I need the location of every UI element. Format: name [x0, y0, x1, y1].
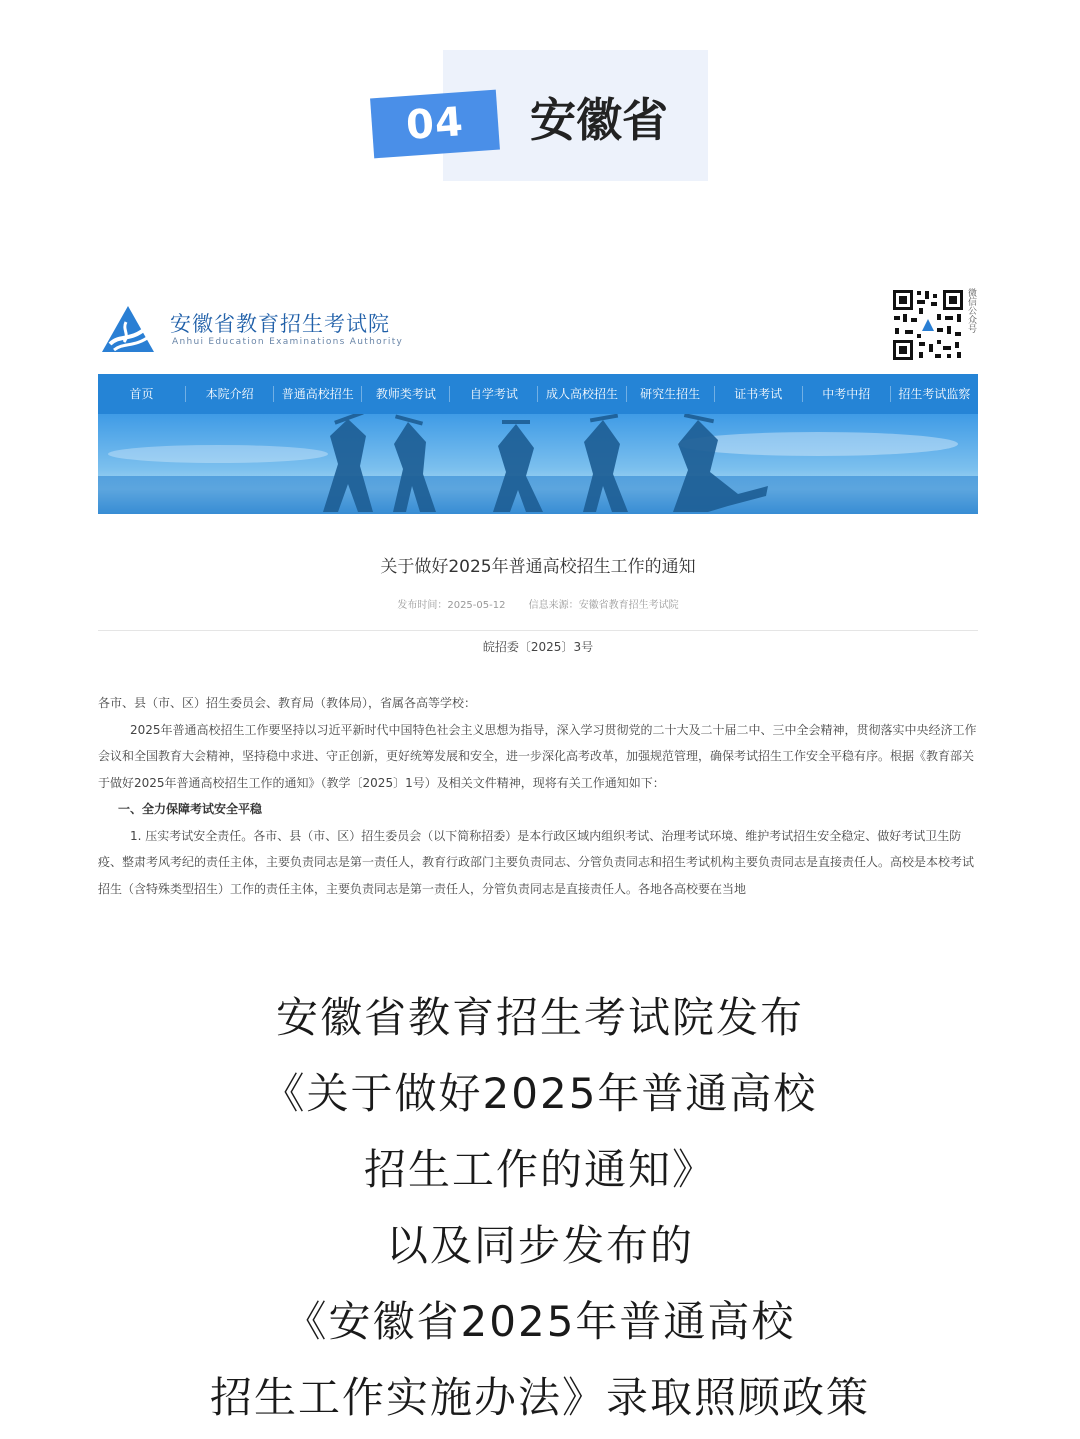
triangle-wave-logo-icon	[100, 304, 156, 354]
publish-date: 发布时间：2025-05-12	[397, 600, 506, 611]
graduates-banner-image	[98, 414, 978, 514]
section-number: 04	[404, 99, 466, 149]
caption-line-1: 安徽省教育招生考试院发布	[275, 993, 804, 1042]
qr-code-icon	[891, 288, 965, 362]
article-meta	[98, 596, 978, 611]
caption-line-6: 招生工作实施办法》录取照顾政策	[209, 1373, 870, 1422]
caption	[0, 980, 1080, 1436]
nav-item-graduate-admission[interactable]: 研究生招生	[627, 386, 715, 402]
nav-item-certificate-exam[interactable]: 证书考试	[715, 386, 803, 402]
province-title: 安徽省	[530, 93, 668, 147]
section-number-tag	[370, 90, 500, 159]
intro-paragraph: 2025年普通高校招生工作要坚持以习近平新时代中国特色社会主义思想为指导，深入学习贯彻党的二十大及二十届二中、三中全会精神，贯彻落实中央经济工作会议和全国教育大会精神，坚持稳中求进、守正创新，更好统筹发展和安全，进一步深化高考改革，加强规范管理，确保考试招生工作安全平稳有序。根据《教育部关于做好2025年普通高校招生工作的通知》（教学〔2025〕1号）及相关文件精神，现将有关工作通知如下：	[98, 722, 977, 790]
caption-line-3: 招生工作的通知》	[363, 1145, 716, 1194]
org-name-cn: 安徽省教育招生考试院	[170, 312, 390, 336]
nav-item-self-study-exam[interactable]: 自学考试	[450, 386, 538, 402]
nav-item-teacher-exam[interactable]: 教师类考试	[362, 386, 450, 402]
nav-item-about[interactable]: 本院介绍	[186, 386, 274, 402]
section-heading: 一、全力保障考试安全平稳	[118, 802, 263, 816]
website-screenshot	[98, 282, 978, 902]
info-source: 信息来源：安徽省教育招生考试院	[528, 600, 679, 611]
nav-item-college-admission[interactable]: 普通高校招生	[274, 386, 362, 402]
nav-item-adult-admission[interactable]: 成人高校招生	[538, 386, 626, 402]
article-body	[98, 690, 978, 902]
article-title: 关于做好2025年普通高校招生工作的通知	[380, 557, 696, 577]
nav-item-home[interactable]: 首页	[98, 386, 186, 402]
item-paragraph: 1. 压实考试安全责任。各市、县（市、区）招生委员会（以下简称招委）是本行政区域内组织考试、治理考试环境、维护考试招生安全稳定、做好考试卫生防疫、整肃考风考纪的责任主体，主要负责同志是第一责任人，教育行政部门主要负责同志、分管负责同志和招生考试机构主要负责同志是直接责任人。高校是本校考试招生（含特殊类型招生）工作的责任主体，主要负责同志是第一责任人，分管负责同志是直接责任人。各地各高校要在当地	[98, 828, 975, 896]
nav-item-supervision[interactable]: 招生考试监察	[898, 387, 971, 401]
caption-line-2: 《关于做好2025年普通高校	[262, 1069, 818, 1118]
document-number: 皖招委〔2025〕3号	[482, 640, 594, 654]
qr-label: 微信公众号	[966, 288, 976, 333]
caption-line-5: 《安徽省2025年普通高校	[284, 1297, 796, 1346]
nav-item-high-school-admission[interactable]: 中考中招	[803, 386, 891, 402]
caption-line-4: 以及同步发布的	[385, 1221, 694, 1270]
org-name-en: Anhui Education Examinations Authority	[172, 337, 404, 347]
main-nav	[98, 374, 978, 414]
divider	[98, 630, 978, 631]
salutation: 各市、县（市、区）招生委员会、教育局（教体局），省属各高等学校：	[98, 696, 477, 710]
